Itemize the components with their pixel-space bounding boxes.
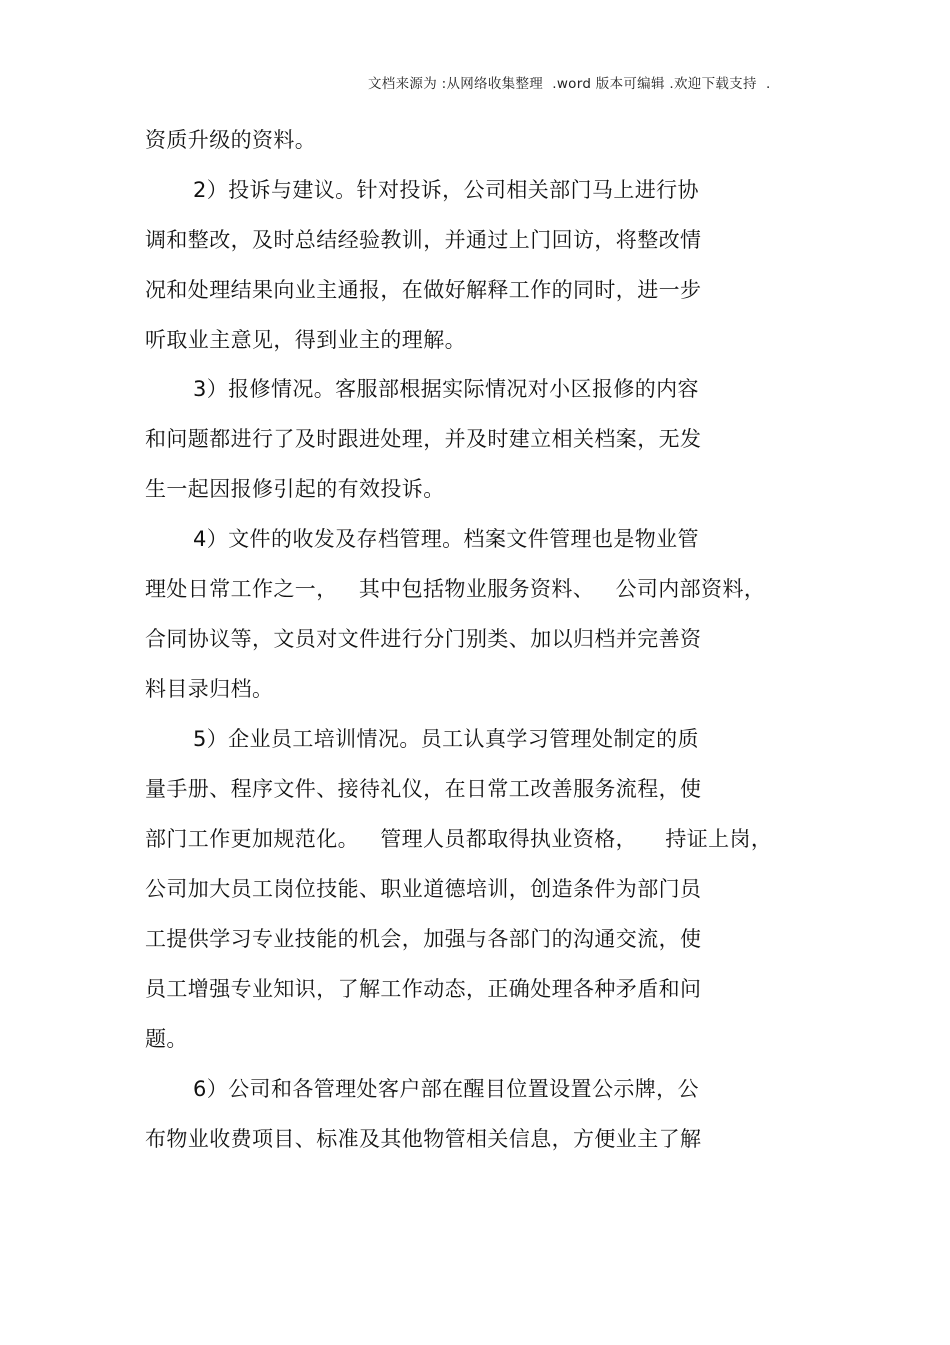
body-line: 料目录归档。	[145, 677, 274, 701]
body-line: 生一起因报修引起的有效投诉。	[145, 477, 445, 501]
body-line: 部门工作更加规范化。 管理人员都取得执业资格， 持证上岗，	[145, 827, 773, 851]
body-line: 工提供学习专业技能的机会，加强与各部门的沟通交流，使	[145, 927, 702, 951]
body-line: 员工增强专业知识，了解工作动态，正确处理各种矛盾和问	[145, 977, 702, 1001]
document-source-header: 文档来源为 :从网络收集整理 .word 版本可编辑 .欢迎下载支持 .	[368, 76, 771, 92]
paragraph-2-start: 2）投诉与建议。针对投诉，公司相关部门马上进行协	[193, 178, 699, 202]
body-line: 理处日常工作之一， 其中包括物业服务资料、 公司内部资料，	[145, 577, 766, 601]
body-line: 布物业收费项目、标准及其他物管相关信息，方便业主了解	[145, 1127, 702, 1151]
body-line: 和问题都进行了及时跟进处理，并及时建立相关档案，无发	[145, 427, 702, 451]
body-line: 公司加大员工岗位技能、职业道德培训，创造条件为部门员	[145, 877, 702, 901]
body-line: 听取业主意见，得到业主的理解。	[145, 328, 466, 352]
paragraph-4-start: 4）文件的收发及存档管理。档案文件管理也是物业管	[193, 527, 699, 551]
body-line: 量手册、程序文件、接待礼仪，在日常工改善服务流程，使	[145, 777, 702, 801]
body-line: 合同协议等，文员对文件进行分门别类、加以归档并完善资	[145, 627, 702, 651]
body-line: 资质升级的资料。	[145, 128, 317, 152]
paragraph-6-start: 6）公司和各管理处客户部在醒目位置设置公示牌，公	[193, 1077, 699, 1101]
body-line: 题。	[145, 1027, 188, 1051]
paragraph-3-start: 3）报修情况。客服部根据实际情况对小区报修的内容	[193, 377, 699, 401]
body-line: 况和处理结果向业主通报，在做好解释工作的同时，进一步	[145, 278, 702, 302]
paragraph-5-start: 5）企业员工培训情况。员工认真学习管理处制定的质	[193, 727, 699, 751]
body-line: 调和整改，及时总结经验教训，并通过上门回访，将整改情	[145, 228, 702, 252]
